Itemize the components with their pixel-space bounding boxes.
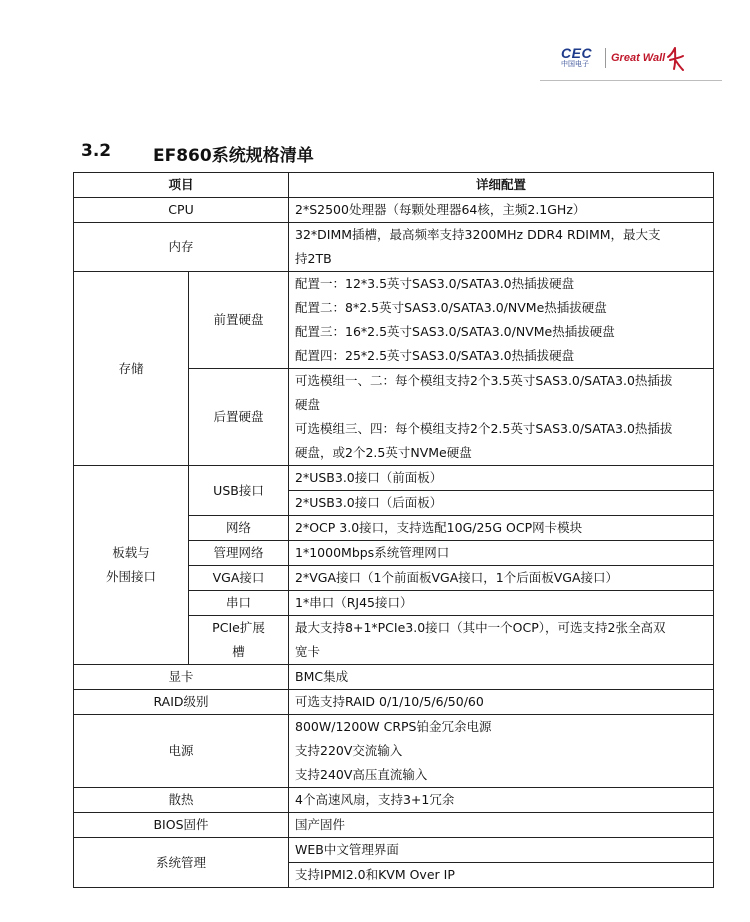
row-sublabel-vga: VGA接口 — [189, 566, 289, 591]
section-number: 3.2 — [81, 141, 112, 161]
row-value-serial: 1*串口（RJ45接口） — [289, 591, 714, 616]
rear-drive-line: 可选模组三、四：每个模组支持2个2.5英寸SAS3.0/SATA3.0热插拔 — [295, 421, 673, 436]
front-drive-config: 配置四：25*2.5英寸SAS3.0/SATA3.0热插拔硬盘 — [295, 348, 575, 363]
greatwall-logo-text: Great Wall — [611, 52, 666, 64]
power-line: 支持220V交流输入 — [295, 743, 403, 758]
row-label-storage: 存储 — [74, 272, 189, 466]
power-line: 支持240V高压直流输入 — [295, 767, 428, 782]
row-sublabel-mgmt-network: 管理网络 — [189, 541, 289, 566]
row-value-mgmt-network: 1*1000Mbps系统管理网口 — [289, 541, 714, 566]
pcie-label-line: PCIe扩展 — [212, 620, 265, 635]
row-sublabel-usb: USB接口 — [189, 466, 289, 516]
row-value-system-mgmt-web: WEB中文管理界面 — [289, 838, 714, 863]
power-line: 800W/1200W CRPS铂金冗余电源 — [295, 719, 492, 734]
row-value-vga: 2*VGA接口（1个前面板VGA接口，1个后面板VGA接口） — [289, 566, 714, 591]
row-value-front-drives — [289, 272, 714, 369]
header-rule — [540, 80, 722, 81]
cec-logo-subtext: 中国电子 — [561, 60, 589, 68]
row-sublabel-network: 网络 — [189, 516, 289, 541]
header-item: 项目 — [74, 173, 289, 198]
row-value-power — [289, 715, 714, 788]
row-sublabel-serial: 串口 — [189, 591, 289, 616]
row-value-bios: 国产固件 — [289, 813, 714, 838]
row-value-raid: 可选支持RAID 0/1/10/5/6/50/60 — [289, 690, 714, 715]
table-row — [74, 466, 714, 491]
row-label-system-mgmt: 系统管理 — [74, 838, 289, 888]
front-drive-config: 配置一：12*3.5英寸SAS3.0/SATA3.0热插拔硬盘 — [295, 276, 575, 291]
row-value-gpu: BMC集成 — [289, 665, 714, 690]
page-header — [0, 0, 750, 90]
pcie-line: 宽卡 — [295, 644, 321, 659]
cec-logo-text: CEC — [561, 45, 593, 61]
row-label-gpu: 显卡 — [74, 665, 289, 690]
row-sublabel-pcie — [189, 616, 289, 665]
row-label-raid: RAID级别 — [74, 690, 289, 715]
rear-drive-line: 硬盘，或2个2.5英寸NVMe硬盘 — [295, 445, 472, 460]
row-label-cpu: CPU — [74, 198, 289, 223]
memory-line: 持2TB — [295, 251, 332, 266]
table-row — [74, 198, 714, 223]
row-value-system-mgmt-ipmi: 支持IPMI2.0和KVM Over IP — [289, 863, 714, 888]
table-row — [74, 690, 714, 715]
row-sublabel-front-drives: 前置硬盘 — [189, 272, 289, 369]
front-drive-config: 配置二：8*2.5英寸SAS3.0/SATA3.0/NVMe热插拔硬盘 — [295, 300, 607, 315]
memory-line: 32*DIMM插槽，最高频率支持3200MHz DDR4 RDIMM，最大支 — [295, 227, 661, 242]
table-row — [74, 665, 714, 690]
front-drive-config: 配置三：16*2.5英寸SAS3.0/SATA3.0/NVMe热插拔硬盘 — [295, 324, 615, 339]
rear-drive-line: 可选模组一、二：每个模组支持2个3.5英寸SAS3.0/SATA3.0热插拔 — [295, 373, 673, 388]
row-label-bios: BIOS固件 — [74, 813, 289, 838]
table-row — [74, 223, 714, 272]
cec-logo — [561, 46, 601, 69]
table-row — [74, 788, 714, 813]
row-label-memory: 内存 — [74, 223, 289, 272]
row-value-cooling: 4个高速风扇，支持3+1冗余 — [289, 788, 714, 813]
row-value-cpu: 2*S2500处理器（每颗处理器64核，主频2.1GHz） — [289, 198, 714, 223]
row-value-usb-rear: 2*USB3.0接口（后面板） — [289, 491, 714, 516]
row-sublabel-rear-drives: 后置硬盘 — [189, 369, 289, 466]
pcie-label-line: 槽 — [232, 644, 245, 659]
row-label-power: 电源 — [74, 715, 289, 788]
spec-table — [73, 172, 714, 888]
table-header-row — [74, 173, 714, 198]
header-detail: 详细配置 — [289, 173, 714, 198]
row-value-memory — [289, 223, 714, 272]
interfaces-label-line: 外围接口 — [105, 569, 156, 584]
logo-divider — [605, 48, 606, 68]
pcie-line: 最大支持8+1*PCIe3.0接口（其中一个OCP），可选支持2张全高双 — [295, 620, 666, 635]
table-row — [74, 838, 714, 863]
row-value-rear-drives — [289, 369, 714, 466]
row-value-pcie — [289, 616, 714, 665]
table-row — [74, 813, 714, 838]
row-label-cooling: 散热 — [74, 788, 289, 813]
row-value-usb-front: 2*USB3.0接口（前面板） — [289, 466, 714, 491]
table-row — [74, 272, 714, 369]
row-label-interfaces — [74, 466, 189, 665]
table-row — [74, 715, 714, 788]
section-title: EF860系统规格清单 — [153, 146, 314, 166]
rear-drive-line: 硬盘 — [295, 397, 321, 412]
greatwall-mark-icon — [665, 46, 685, 72]
row-value-network: 2*OCP 3.0接口，支持选配10G/25G OCP网卡模块 — [289, 516, 714, 541]
interfaces-label-line: 板载与 — [112, 545, 150, 560]
